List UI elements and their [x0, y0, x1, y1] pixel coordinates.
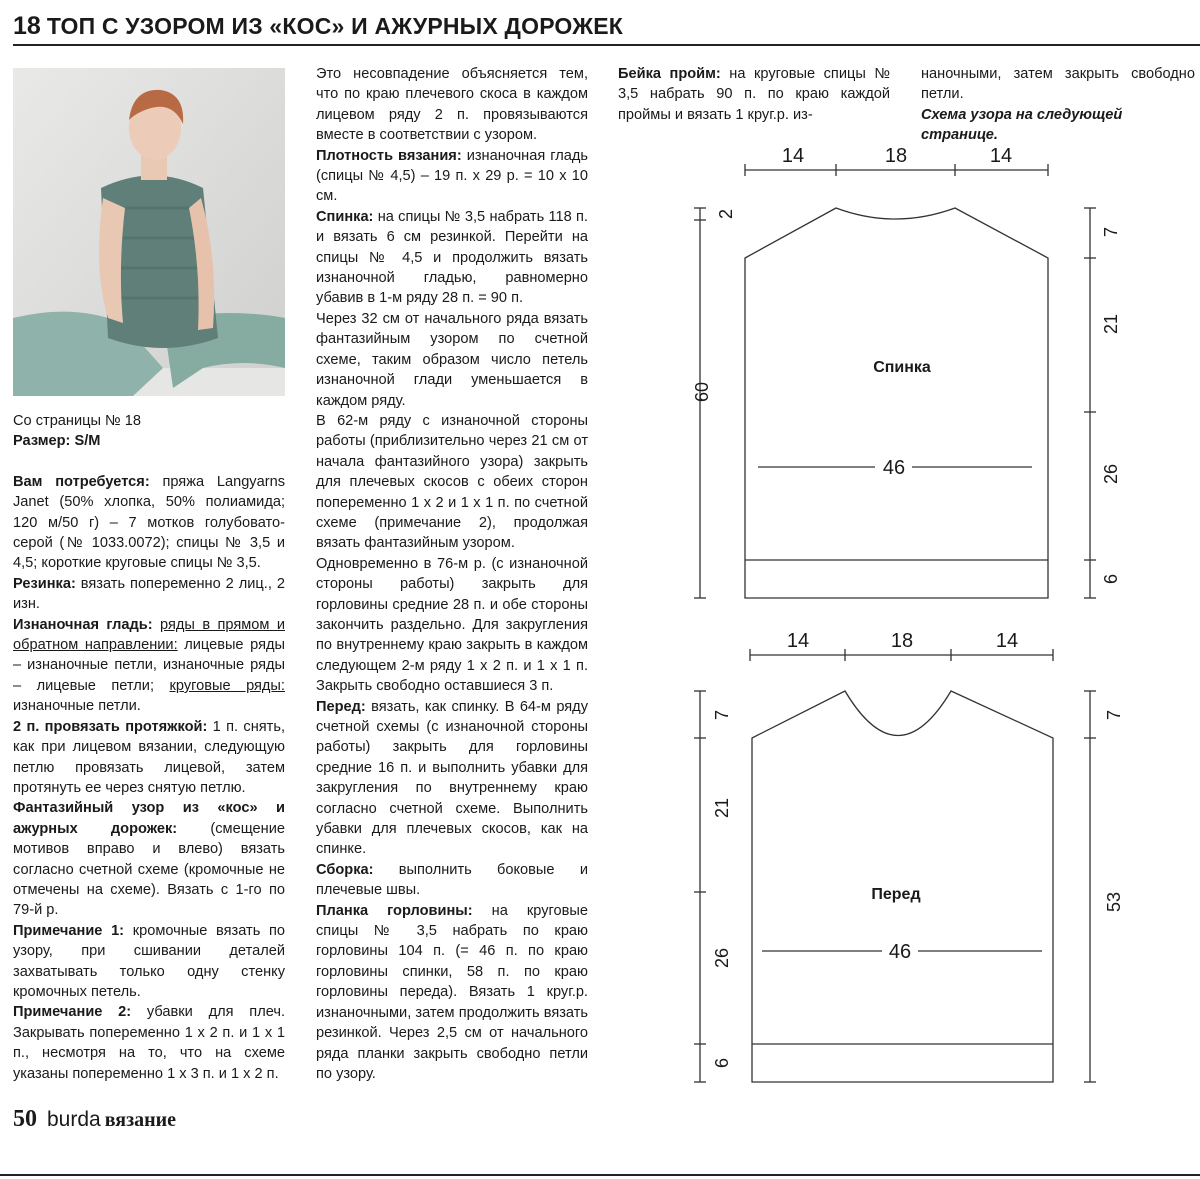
front-top-left: 14: [786, 630, 810, 652]
magazine-name: вязание: [104, 1109, 177, 1131]
back-outline: [745, 208, 1048, 598]
back-paragraph: Спинка: на спицы № 3,5 набрать 118 п. и вязать 6 см резинкой. Перейти на спицы № 4,5 и продолжить вязать изнаночной гладью, равномерно убавив в 1-м ряду 28 п. = 90 п.: [316, 208, 588, 307]
back-right-21: 21: [1101, 313, 1121, 335]
assembly-paragraph: Сборка: выполнить боковые и плечевые швы.: [316, 861, 588, 899]
note1-paragraph: Примечание 1: кромочные вязать по узору, при сшивании деталей захватывать только одну стенку кромочных петель.: [13, 922, 285, 1000]
back-right-26: 26: [1101, 463, 1121, 485]
column-3-left: [618, 64, 890, 125]
front-left-7: 7: [712, 709, 732, 721]
page-number: 50: [13, 1106, 37, 1132]
mismatch-paragraph: Это несовпадение объясняется тем, что по краю плечевого скоса в каждом лицевом ряду 2 п. провязываются вместе в соответствии с узором.: [316, 66, 588, 144]
page-footer: [13, 1106, 176, 1133]
front-left-6: 6: [712, 1057, 732, 1069]
purl-paragraph: Изнаночная гладь: ряды в прямом и обратном направлении: лицевые ряды – изнаночные петли, изнаночные ряды – лицевые петли; круговые ряды: изнаночные петли.: [13, 616, 286, 715]
size-line: Размер: S/M: [13, 433, 101, 450]
shoulder-paragraph: В 62-м ряду с изнаночной стороны работы (приблизительно через 21 см от начала фантазийного узора) закрыть для плечевых скосов с обеих сторон попеременно 1 х 2 и 1 х 1 п. по счетной схеме (примечание 2), продолжая вязать фантазийным узором.: [316, 412, 588, 552]
schematics: [680, 130, 1140, 1100]
back-label: Спинка: [873, 359, 931, 376]
back-left-neck: 2: [716, 208, 736, 220]
rib-paragraph: Резинка: вязать попеременно 2 лиц., 2 изн.: [13, 575, 285, 613]
column-1: [13, 411, 285, 1084]
front-paragraph: Перед: вязать, как спинку. В 64-м ряду счетной схемы (с изнаночной стороны работы) закрыть для горловины средние 16 п. и выполнить убавки для закругления по внутреннему краю согласно счетной схеме. Выполнить убавки для плечевых скосов, как на спинке.: [316, 698, 588, 858]
front-right-53: 53: [1104, 891, 1124, 913]
armhole-continued: наночными, затем закрыть свободно петли.: [921, 66, 1195, 103]
back-right-6: 6: [1101, 573, 1121, 585]
front-label: Перед: [871, 886, 921, 903]
front-left-21: 21: [712, 797, 732, 819]
front-width: 46: [888, 941, 912, 963]
back-top-right: 14: [989, 145, 1013, 167]
neckband-paragraph: Планка горловины: на круговые спицы № 3,5 набрать по краю горловины 104 п. (= 46 п. по краю горловины спинки, 58 п. по краю горловины переда). Вязать 1 круг.р. изнаночными, затем продолжить вязать резинкой. Через 2,5 см от начального ряда планки закрыть свободно петли по узору.: [316, 902, 588, 1082]
scheme-note: Схема узора на следующей странице.: [921, 106, 1123, 144]
pattern-number: 18: [13, 12, 41, 40]
k2-paragraph: 2 п. провязать протяжкой: 1 п. снять, как при лицевом вязании, следующую петлю провязать лицевой, затем протянуть ее через снятую петлю.: [13, 718, 285, 796]
note2-paragraph: Примечание 2: убавки для плеч. Закрывать попеременно 1 х 2 п. и 1 х 1 п., несмотря на то, что на схеме указаны попеременно 1 х 3 п. и 1 х 2 п.: [13, 1004, 285, 1082]
brand-name: burda: [47, 1108, 101, 1131]
front-top-middle: 18: [890, 630, 914, 652]
front-left-26: 26: [712, 947, 732, 969]
front-right-7: 7: [1104, 709, 1124, 721]
back-top-left: 14: [781, 145, 805, 167]
page-header: [13, 12, 1200, 46]
back-right-7: 7: [1101, 226, 1121, 238]
back-left-total: 60: [692, 381, 712, 403]
neckline-paragraph: Одновременно в 76-м р. (с изнаночной стороны работы) закрыть для горловины средние 28 п. и обе стороны закончить раздельно. Для закругления по внутреннему краю закрыть в каждом следующем 2-м ряду 1 х 2 п. и 1 х 1 п. Закрыть свободно оставшиеся 3 п.: [316, 555, 588, 695]
fancy-pattern-paragraph: Фантазийный узор из «кос» и ажурных дорожек: (смещение мотивов вправо и влево) вязать согласно счетной схеме (кромочные не отмечены на схеме). Вязать с 1-го по 79-й р.: [13, 800, 285, 919]
header-rule: [13, 44, 1200, 46]
model-photo: [13, 68, 285, 396]
back-width: 46: [882, 457, 906, 479]
density-paragraph: Плотность вязания: изнаночная гладь (спицы № 4,5) – 19 п. х 29 р. = 10 х 10 см.: [316, 147, 589, 205]
column-2: [316, 64, 588, 1084]
armhole-paragraph: Бейка пройм: на круговые спицы № 3,5 набрать 90 п. по краю каждой проймы и вязать 1 круг.р. из-: [618, 66, 890, 123]
source-line: Со страницы № 18: [13, 413, 141, 429]
materials-paragraph: Вам потребуется: пряжа Langyarns Janet (50% хлопка, 50% полиамида; 120 м/50 г) – 7 мотков голубовато-серой (№ 1033.0072); спицы № 3,5 и 4,5; короткие круговые спицы № 3,5.: [13, 473, 285, 572]
back-top-middle: 18: [884, 145, 908, 167]
pattern-title: ТОП С УЗОРОМ ИЗ «КОС» И АЖУРНЫХ ДОРОЖЕК: [46, 13, 623, 39]
front-top-right: 14: [995, 630, 1019, 652]
bottom-rule: [0, 1174, 1200, 1176]
back-pattern-paragraph: Через 32 см от начального ряда вязать фантазийным узором по счетной схеме, таким образом число петель изнаночной глади уменьшается в каждом ряду.: [316, 310, 588, 409]
